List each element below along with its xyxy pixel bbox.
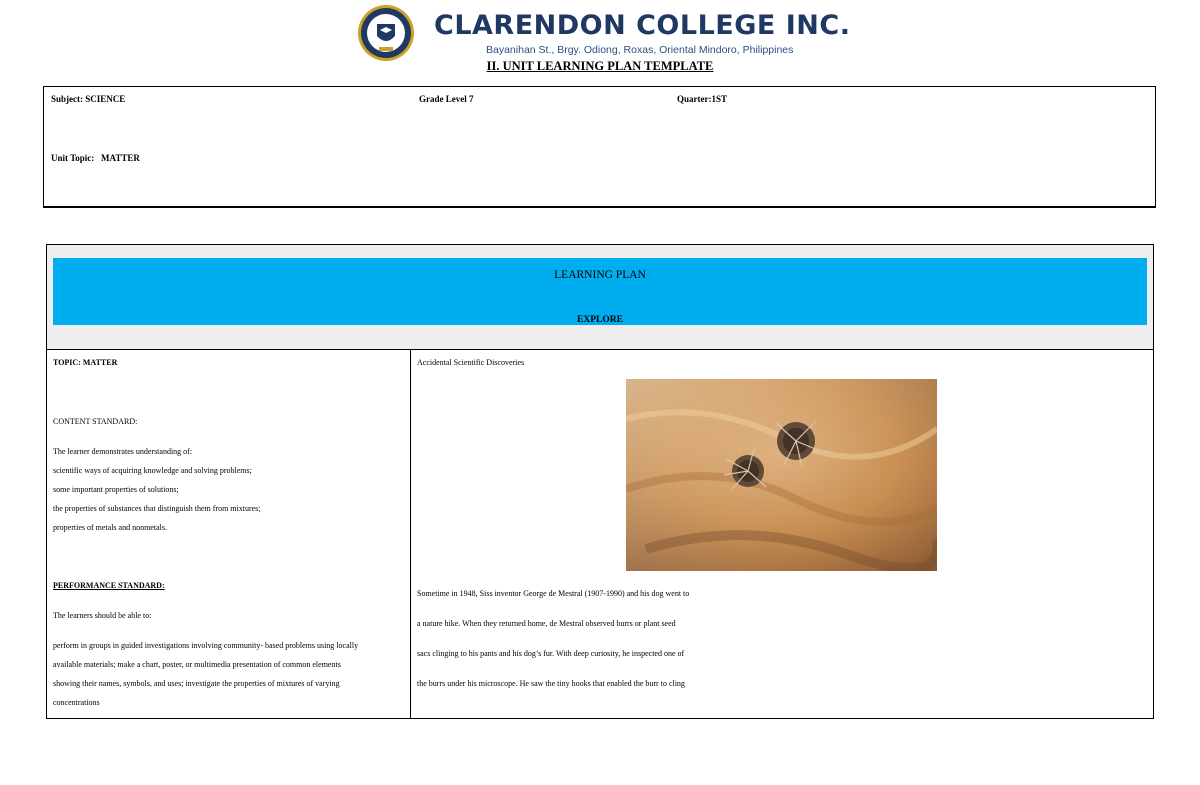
college-seal-logo: [357, 4, 415, 62]
performance-line: concentrations: [53, 698, 100, 707]
unit-topic-label: Unit Topic:: [51, 153, 95, 163]
learning-plan-table: [46, 244, 1154, 719]
column-divider: [410, 349, 411, 718]
performance-intro: The learners should be able to:: [53, 611, 152, 620]
learning-plan-title: LEARNING PLAN: [554, 269, 646, 281]
performance-standard-label: PERFORMANCE STANDARD:: [53, 581, 165, 590]
content-item: properties of metals and nonmetals.: [53, 523, 167, 532]
performance-line: showing their names, symbols, and uses; investigate the properties of mixtures of varying: [53, 679, 340, 688]
quarter-field: Quarter:1ST: [677, 94, 727, 104]
unit-info-box: [43, 86, 1156, 208]
learning-plan-header: [47, 245, 1153, 350]
discoveries-heading: Accidental Scientific Discoveries: [417, 358, 525, 367]
content-item: the properties of substances that distinguish them from mixtures;: [53, 504, 261, 513]
paragraph-line: sacs clinging to his pants and his dog’s fur. With deep curiosity, he inspected one of: [417, 649, 685, 658]
performance-line: available materials; make a chart, poster, or multimedia presentation of common elements: [53, 660, 341, 669]
content-item: some important properties of solutions;: [53, 485, 179, 494]
college-address: Bayanihan St., Brgy. Odiong, Roxas, Oriental Mindoro, Philippines: [486, 44, 794, 56]
college-name: CLARENDON COLLEGE INC.: [434, 10, 851, 41]
performance-line: perform in groups in guided investigations involving community- based problems using locally: [53, 641, 359, 650]
content-item: scientific ways of acquiring knowledge and solving problems;: [53, 466, 252, 475]
grade-level-field: Grade Level 7: [419, 94, 474, 104]
content-standard-label: CONTENT STANDARD:: [53, 417, 138, 426]
topic-heading: TOPIC: MATTER: [53, 358, 118, 367]
subject-field: Subject: SCIENCE: [51, 94, 126, 104]
unit-topic-value: MATTER: [101, 153, 140, 163]
paragraph-line: the burrs under his microscope. He saw the tiny hooks that enabled the burr to cling: [417, 679, 685, 688]
document-title: II. UNIT LEARNING PLAN TEMPLATE: [486, 59, 714, 73]
paragraph-line: a nature hike. When they returned home, de Mestral observed burrs or plant seed: [417, 619, 676, 628]
unit-topic-field: [51, 153, 140, 163]
learning-plan-phase: EXPLORE: [577, 315, 623, 325]
paragraph-line: Sometime in 1948, Siss inventor George de Mestral (1907-1990) and his dog went to: [417, 589, 690, 598]
content-intro: The learner demonstrates understanding of:: [53, 447, 193, 456]
burrs-on-dog-fur-image: [626, 379, 937, 571]
learning-plan-banner: [53, 258, 1147, 325]
